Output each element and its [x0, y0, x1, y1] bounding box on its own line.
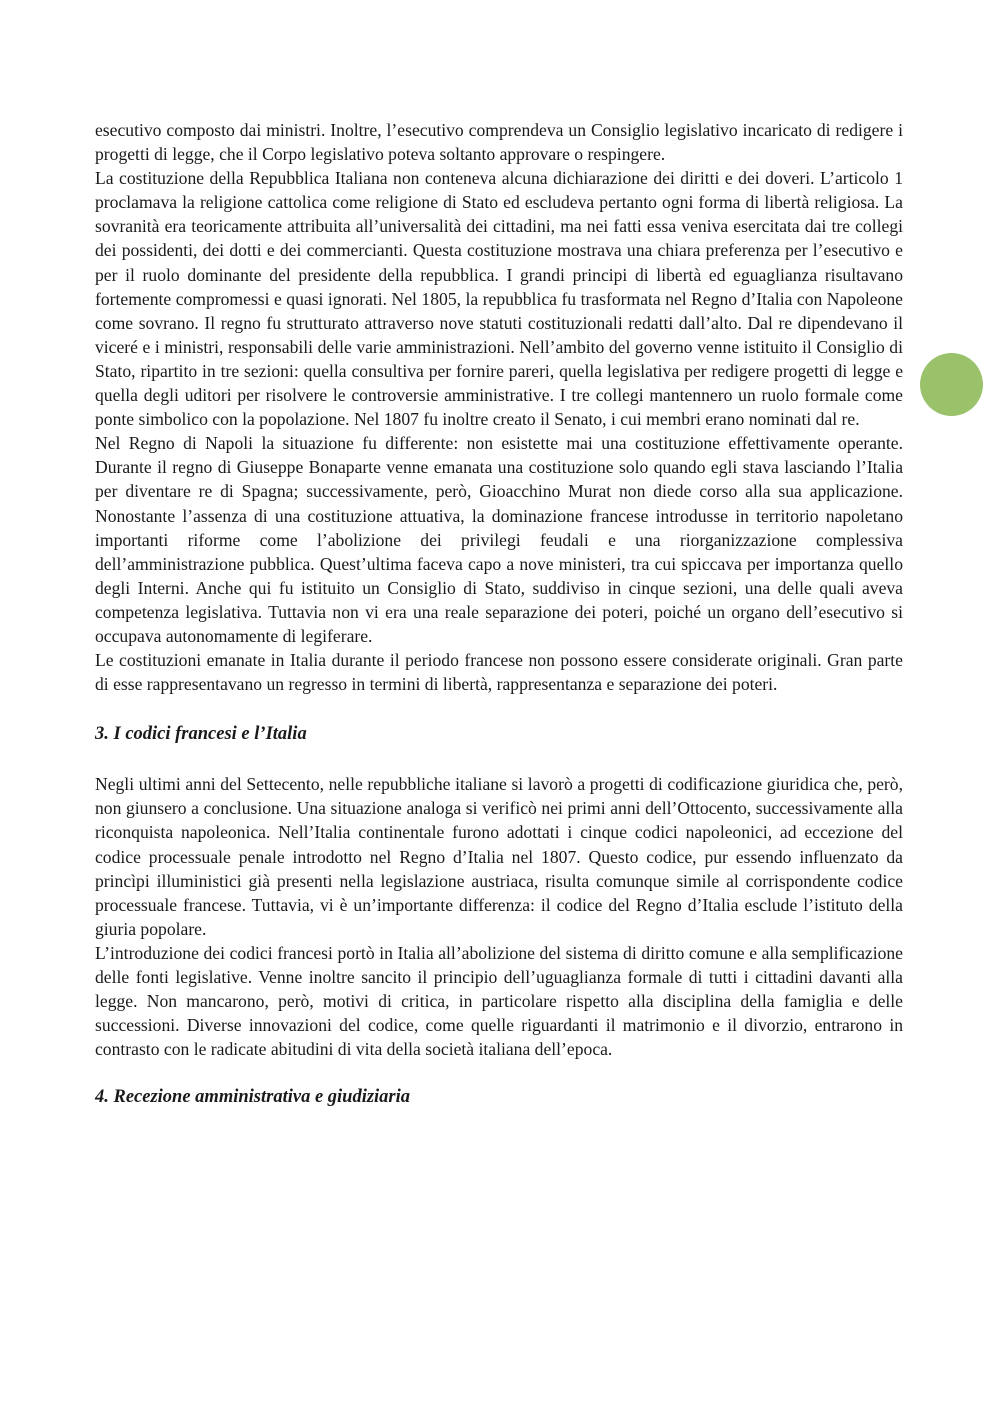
paragraph-executive: esecutivo composto dai ministri. Inoltre, l’esecutivo comprendeva un Consiglio legislativo incaricato di redigere i progetti di legge, che il Corpo legislativo poteva soltanto approvare o respingere.: [95, 120, 903, 165]
section-heading-french-codes: 3. I codici francesi e l’Italia: [95, 724, 307, 745]
paragraph-constitutions-conclusion: Le costituzioni emanate in Italia durante il periodo francese non possono essere considerate originali. Gran parte di esse rappresentavano un regresso in termini di libertà, rappresentanza e separazione dei poteri.: [95, 650, 903, 695]
paragraph-kingdom-of-naples: Nel Regno di Napoli la situazione fu differente: non esistette mai una costituzione effettivamente operante. Durante il regno di Giuseppe Bonaparte venne emanata una costituzione solo quando egli stava lasciando l’Italia per diventare re di Spagna; successivamente, però, Gioacchino Murat non diede corso alla sua applicazione. Nonostante l’assenza di una costituzione attuativa, la dominazione francese introdusse in territorio napoletano importanti riforme come l’abolizione dei privilegi feudali e una riorganizzazione complessiva dell’amministrazione pubblica. Quest’ultima faceva capo a nove ministeri, tra cui spiccava per importanza quello degli Interni. Anche qui fu istituito un Consiglio di Stato, suddiviso in cinque sezioni, una delle quali aveva competenza legislativa. Tuttavia non vi era una reale separazione dei poteri, poiché un organo dell’esecutivo si occupava autonomamente di legiferare.: [95, 433, 903, 646]
paragraph-french-codes-introduction: L’introduzione dei codici francesi portò in Italia all’abolizione del sistema di diritto comune e alla semplificazione delle fonti legislative. Venne inoltre sancito il principio dell’uguaglianza formale di tutti i cittadini davanti alla legge. Non mancarono, però, motivi di critica, in particolare rispetto alla disciplina della famiglia e delle successioni. Diverse innovazioni del codice, come quelle riguardanti il matrimonio e il divorzio, entrarono in contrasto con le radicate abitudini di vita della società italiana dell’epoca.: [95, 942, 903, 1060]
document-page: [95, 118, 903, 1109]
section-heading-administrative-reception: 4. Recezione amministrativa e giudiziaria: [95, 1087, 411, 1108]
paragraph-codification-projects: Negli ultimi anni del Settecento, nelle repubbliche italiane si lavorò a progetti di codificazione giuridica che, però, non giunsero a conclusione. Una situazione analoga si verificò nei primi anni dell’Ottocento, successivamente alla riconquista napoleonica. Nell’Italia continentale furono adottati i cinque codici napoleonici, ad eccezione del codice processuale penale introdotto nel Regno d’Italia nel 1807. Questo codice, pur essendo influenzato da princìpi illuministici già presenti nella legislazione austriaca, risulta comunque simile al corrispondente codice processuale francese. Tuttavia, vi è un’importante differenza: il codice del Regno d’Italia esclude l’istituto della giuria popolare.: [95, 774, 903, 939]
green-circle-marker: [920, 353, 983, 416]
paragraph-italian-republic-constitution: La costituzione della Repubblica Italiana non conteneva alcuna dichiarazione dei diritti e dei doveri. L’articolo 1 proclamava la religione cattolica come religione di Stato ed escludeva pertanto ogni forma di libertà religiosa. La sovranità era teoricamente attribuita all’universalità dei cittadini, ma nei fatti essa veniva esercitata dai tre collegi dei possidenti, dei dotti e dei commercianti. Questa costituzione mostrava una chiara preferenza per l’esecutivo e per il ruolo dominante del presidente della repubblica. I grandi principi di libertà ed eguaglianza risultavano fortemente compromessi e quasi ignorati. Nel 1805, la repubblica fu trasformata nel Regno d’Italia con Napoleone come sovrano. Il regno fu strutturato attraverso nove statuti costituzionali redatti dall’alto. Dal re dipendevano il viceré e i ministri, responsabili delle varie amministrazioni. Nell’ambito del governo venne istituito il Consiglio di Stato, ripartito in tre sezioni: quella consultiva per fornire pareri, quella legislativa per redigere progetti di legge e quella degli uditori per risolvere le controversie amministrative. I tre collegi mantennero un ruolo formale come ponte simbolico con la popolazione. Nel 1807 fu inoltre creato il Senato, i cui membri erano nominati dal re.: [95, 168, 903, 430]
